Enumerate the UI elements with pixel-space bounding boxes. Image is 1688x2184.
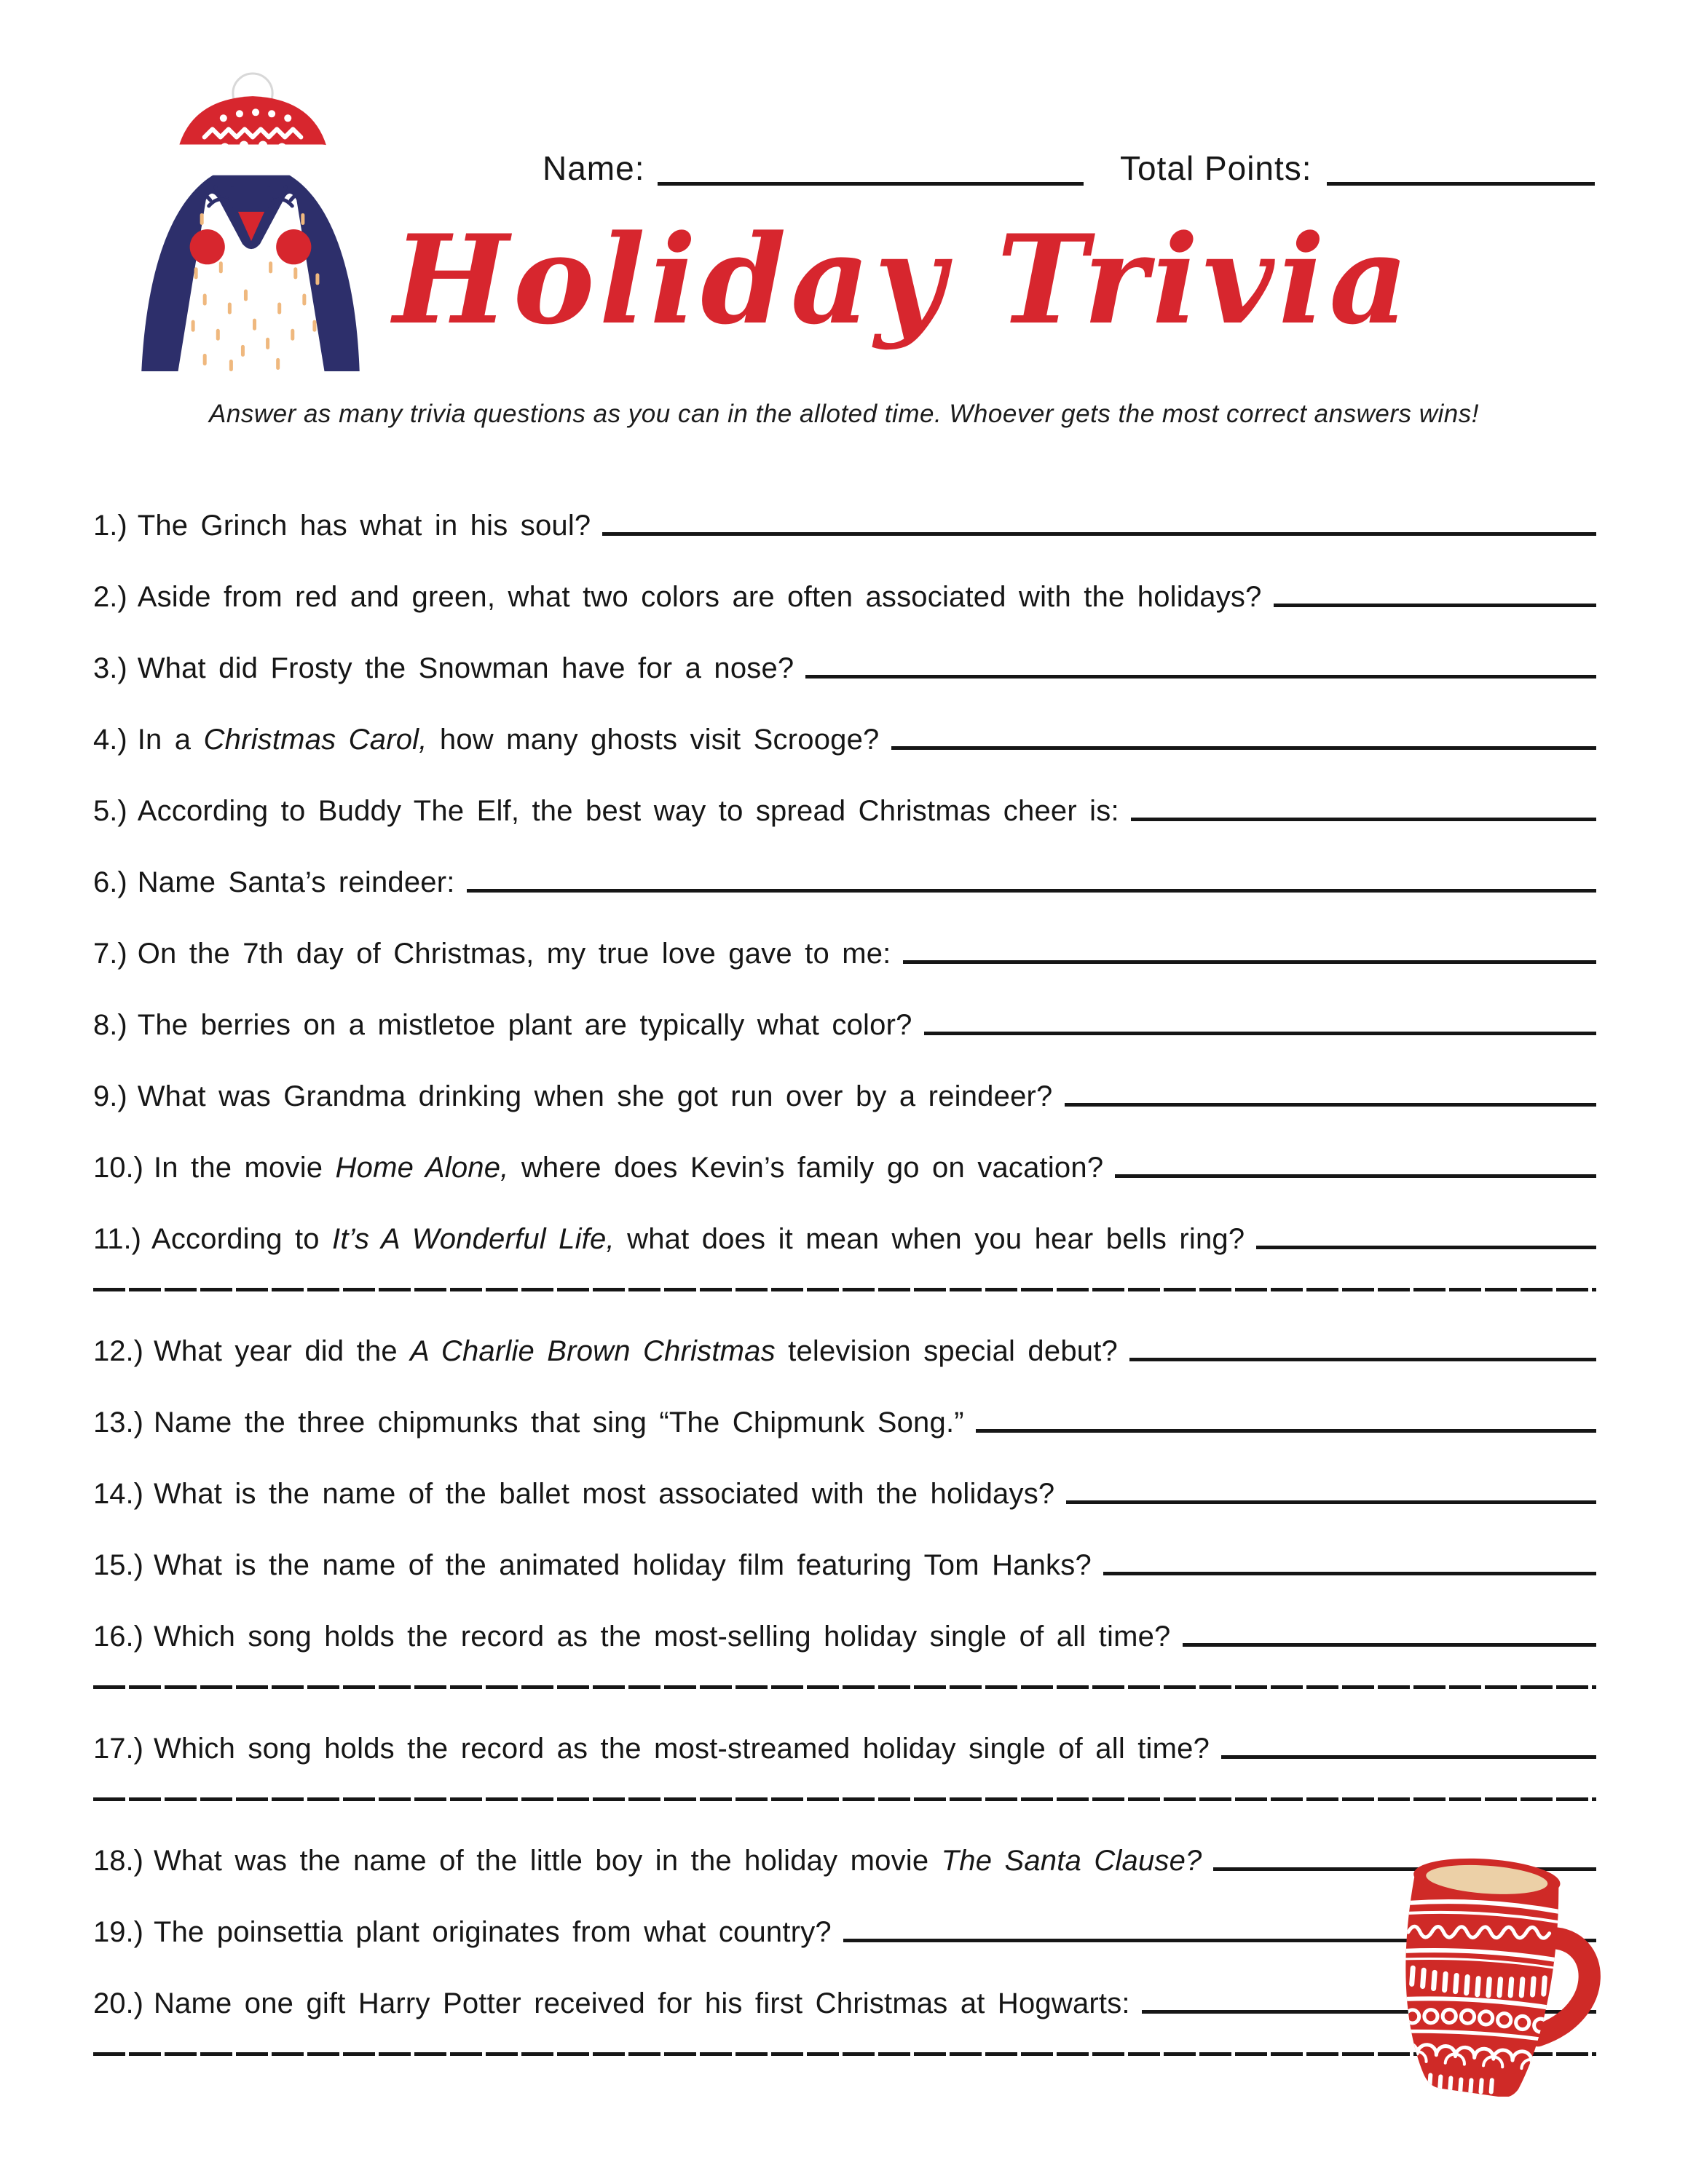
- question-row: [93, 470, 1596, 542]
- question-text: According to It’s A Wonderful Life, what does it mean when you hear bells ring?: [151, 1223, 1245, 1255]
- question-number: 4.): [93, 724, 127, 756]
- question-row: [93, 542, 1596, 613]
- answer-blank[interactable]: [1103, 1572, 1596, 1575]
- question-text: What was Grandma drinking when she got run over by a reindeer?: [137, 1080, 1053, 1112]
- question-number: 3.): [93, 652, 127, 684]
- question-row: [93, 1439, 1596, 1510]
- cocoa-mug-icon: [1380, 1843, 1606, 2097]
- answer-blank[interactable]: [1221, 1755, 1596, 1759]
- question-number: 6.): [93, 866, 127, 898]
- question-text: Name Santa’s reindeer:: [137, 866, 455, 898]
- question-row: [93, 1805, 1596, 1877]
- answer-blank[interactable]: [924, 1032, 1596, 1035]
- question-text: Which song holds the record as the most-streamed holiday single of all time?: [153, 1733, 1210, 1765]
- question-text: In a Christmas Carol, how many ghosts visit Scrooge?: [137, 724, 880, 756]
- question-number: 11.): [93, 1223, 141, 1255]
- question-text: On the 7th day of Christmas, my true love gave to me:: [137, 938, 891, 970]
- page-title: Holiday Trivia: [393, 207, 1413, 352]
- question-row: [93, 970, 1596, 1041]
- question-number: 12.): [93, 1335, 143, 1367]
- question-row: [93, 1948, 1596, 2019]
- answer-blank[interactable]: [891, 746, 1596, 750]
- question-text: The poinsettia plant originates from what country?: [153, 1916, 832, 1948]
- answer-blank[interactable]: [1115, 1174, 1596, 1178]
- question-number: 19.): [93, 1916, 143, 1948]
- question-number: 14.): [93, 1478, 143, 1510]
- answer-blank-continuation[interactable]: [93, 1653, 1596, 1693]
- question-text: What was the name of the little boy in the holiday movie The Santa Clause?: [153, 1845, 1202, 1877]
- penguin-icon: [130, 71, 371, 371]
- question-text: What is the name of the ballet most associated with the holidays?: [153, 1478, 1055, 1510]
- question-row: [93, 1296, 1596, 1367]
- answer-blank-continuation[interactable]: [93, 1255, 1596, 1296]
- question-row: [93, 1877, 1596, 1948]
- answer-blank[interactable]: [1256, 1246, 1596, 1249]
- question-row: [93, 827, 1596, 898]
- answer-blank[interactable]: [903, 960, 1597, 964]
- answer-blank[interactable]: [1065, 1103, 1597, 1107]
- answer-blank-continuation[interactable]: [93, 2019, 1596, 2060]
- answer-blank[interactable]: [1131, 818, 1596, 821]
- question-number: 20.): [93, 1987, 143, 2019]
- question-text: What did Frosty the Snowman have for a nose?: [137, 652, 794, 684]
- question-number: 9.): [93, 1080, 127, 1112]
- question-row: [93, 684, 1596, 756]
- answer-blank[interactable]: [805, 675, 1596, 678]
- total-points-label: Total Points:: [1120, 149, 1312, 187]
- question-row: [93, 1184, 1596, 1255]
- question-row: [93, 1041, 1596, 1112]
- question-text: What is the name of the animated holiday film featuring Tom Hanks?: [153, 1549, 1092, 1581]
- answer-blank[interactable]: [602, 532, 1596, 536]
- answer-blank[interactable]: [1274, 604, 1596, 607]
- answer-blank[interactable]: [1066, 1500, 1596, 1504]
- question-text: In the movie Home Alone, where does Kevin’s family go on vacation?: [153, 1152, 1104, 1184]
- answer-blank[interactable]: [467, 889, 1596, 893]
- question-number: 1.): [93, 510, 127, 542]
- question-number: 13.): [93, 1406, 143, 1439]
- instructions-text: Answer as many trivia questions as you can in the alloted time. Whoever gets the most correct answers wins!: [209, 400, 1479, 428]
- answer-blank-continuation[interactable]: [93, 1765, 1596, 1805]
- question-number: 16.): [93, 1621, 143, 1653]
- question-row: [93, 898, 1596, 970]
- mug-illustration: [1380, 1843, 1606, 2097]
- question-row: [93, 1581, 1596, 1653]
- name-input-line[interactable]: [658, 182, 1084, 186]
- question-row: [93, 1510, 1596, 1581]
- question-number: 18.): [93, 1845, 143, 1877]
- question-row: [93, 1367, 1596, 1439]
- question-number: 17.): [93, 1733, 143, 1765]
- question-text: Name one gift Harry Potter received for his first Christmas at Hogwarts:: [153, 1987, 1130, 2019]
- question-text: What year did the A Charlie Brown Christmas television special debut?: [153, 1335, 1118, 1367]
- question-number: 10.): [93, 1152, 143, 1184]
- question-row: [93, 1693, 1596, 1765]
- question-number: 15.): [93, 1549, 143, 1581]
- answer-blank[interactable]: [1129, 1358, 1596, 1361]
- questions: [93, 470, 1596, 2060]
- question-row: [93, 1112, 1596, 1184]
- answer-blank[interactable]: [1183, 1643, 1597, 1647]
- question-number: 8.): [93, 1009, 127, 1041]
- question-row: [93, 613, 1596, 684]
- penguin-illustration: [130, 71, 371, 371]
- question-text: Name the three chipmunks that sing “The Chipmunk Song.”: [153, 1406, 964, 1439]
- question-number: 7.): [93, 938, 127, 970]
- question-text: The berries on a mistletoe plant are typically what color?: [137, 1009, 912, 1041]
- question-number: 5.): [93, 795, 127, 827]
- question-text: According to Buddy The Elf, the best way to spread Christmas cheer is:: [137, 795, 1119, 827]
- question-row: [93, 756, 1596, 827]
- name-label: Name:: [543, 149, 645, 187]
- question-number: 2.): [93, 581, 127, 613]
- question-text: The Grinch has what in his soul?: [137, 510, 591, 542]
- question-text: Which song holds the record as the most-selling holiday single of all time?: [153, 1621, 1171, 1653]
- total-points-input-line[interactable]: [1327, 182, 1595, 186]
- question-text: Aside from red and green, what two colors are often associated with the holidays?: [137, 581, 1262, 613]
- answer-blank[interactable]: [976, 1429, 1596, 1433]
